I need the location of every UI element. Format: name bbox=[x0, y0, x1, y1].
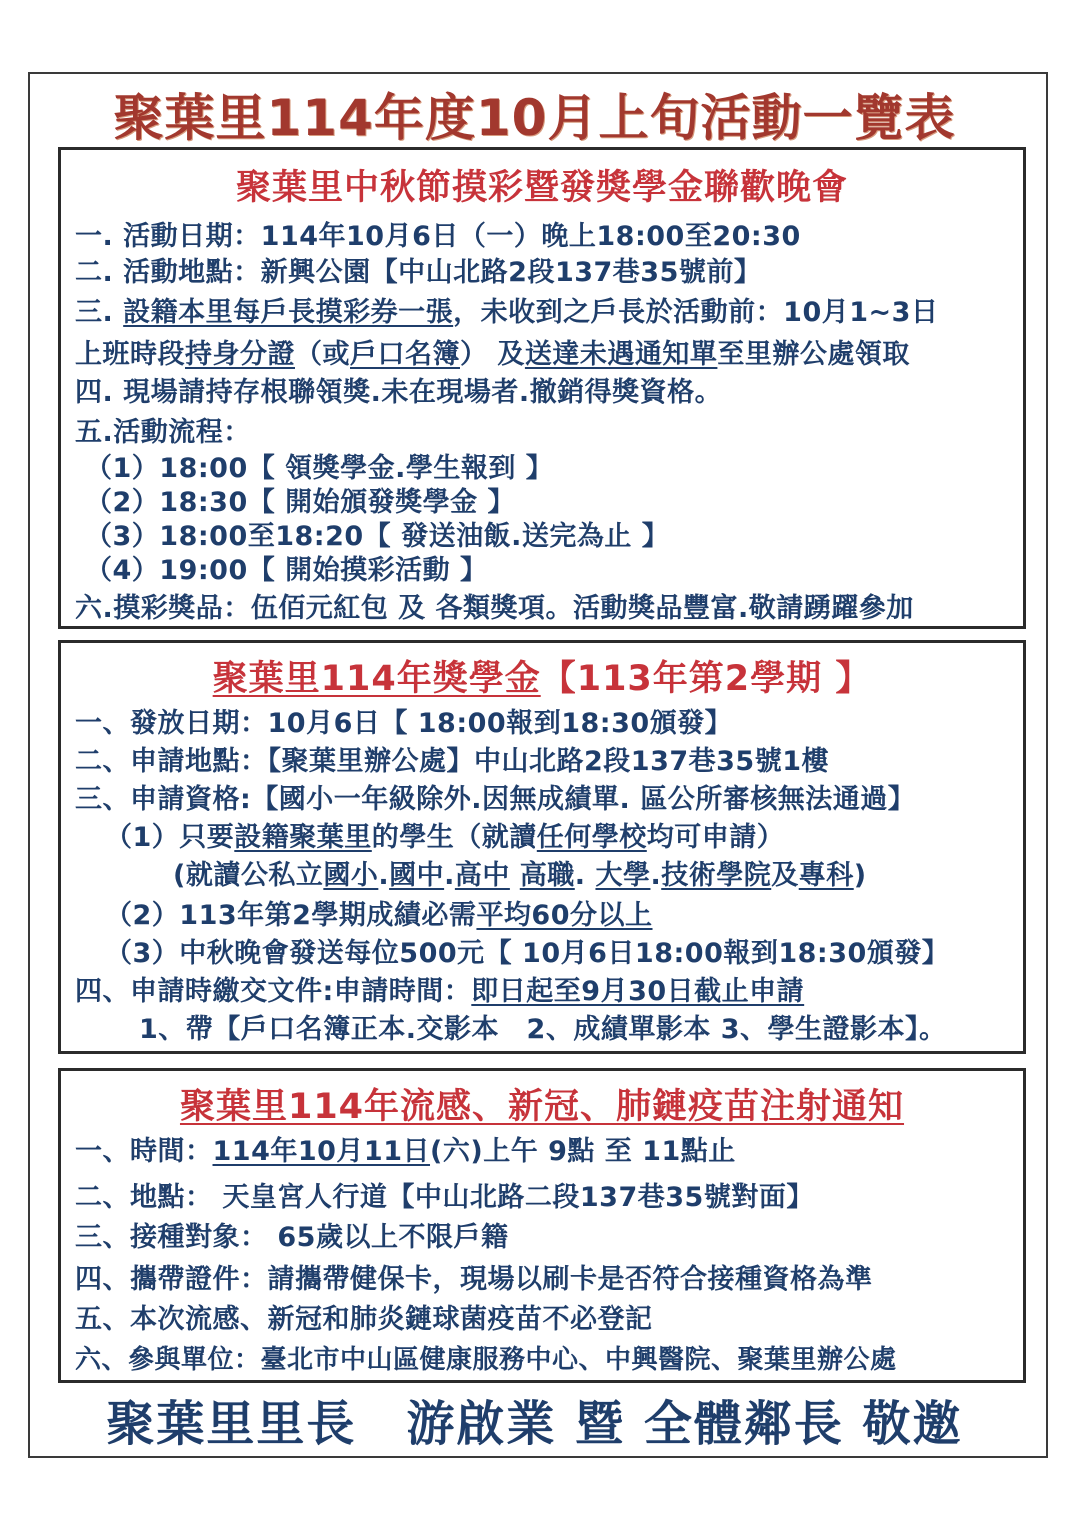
text-part: 四、申請時繳交文件:申請時間： bbox=[75, 976, 472, 1007]
text-underlined: 專科 bbox=[798, 860, 854, 891]
text-underlined: 設籍聚葉里 bbox=[234, 822, 372, 853]
text-part: 至里辦公處領取 bbox=[717, 339, 910, 370]
flow-item: （4）19:00【 開始摸彩活動 】 bbox=[85, 555, 488, 586]
event-place: 二. 活動地點：新興公園【中山北路2段137巷35號前】 bbox=[75, 257, 762, 288]
text-part: 及 bbox=[771, 860, 799, 891]
text-part: . bbox=[378, 860, 390, 891]
qualification-3: （3）中秋晚會發送每位500元【 10月6日18:00報到18:30頒發】 bbox=[105, 938, 950, 969]
text-part: (就讀公私立 bbox=[173, 860, 324, 891]
text-underlined: 平均60分以上 bbox=[476, 900, 653, 931]
text-underlined: 送達未遇通知單 bbox=[524, 339, 718, 370]
page-title: 聚葉里114年度10月上旬活動一覽表 bbox=[113, 89, 956, 147]
section-title-underlined: 聚葉里114年流感、新冠、肺鏈疫苗注射通知 bbox=[179, 1087, 905, 1127]
vaccine-id: 四、攜帶證件：請攜帶健保卡，現場以刷卡是否符合接種資格為準 bbox=[75, 1264, 873, 1295]
event-date: 一. 活動日期：114年10月6日（一）晚上18:00至20:30 bbox=[75, 221, 801, 252]
text-part: . bbox=[574, 860, 596, 891]
qualification-1 bbox=[105, 815, 784, 854]
text-underlined: 大學 bbox=[595, 860, 651, 891]
documents-list: 1、帶【戶口名簿正本.交影本 2、成績單影本 3、學生證影本】。 bbox=[139, 1014, 947, 1045]
text-underlined: 高中 bbox=[454, 860, 510, 891]
text-part bbox=[510, 860, 520, 891]
section-mid-autumn bbox=[58, 147, 1026, 629]
vaccine-time bbox=[75, 1129, 736, 1168]
text-underlined: 國中 bbox=[389, 860, 445, 891]
issue-date: 一、發放日期：10月6日【 18:00報到18:30頒發】 bbox=[75, 708, 733, 739]
text-underlined: 任何學校 bbox=[536, 822, 647, 853]
text-part: 均可申請） bbox=[646, 822, 785, 853]
section-title-underlined: 聚葉里114年獎學金 bbox=[212, 659, 541, 699]
text-underlined: 技術學院 bbox=[661, 860, 772, 891]
text-underlined: 高職 bbox=[519, 860, 575, 891]
vaccine-units: 六、參與單位：臺北市中山區健康服務中心、中興醫院、聚葉里辦公處 bbox=[75, 1345, 897, 1375]
text-underlined: 國小 bbox=[323, 860, 379, 891]
ticket-rest: ，未收到之戶長於活動前：10月1~3日 bbox=[453, 297, 939, 328]
flow-item: （1）18:00【 領獎學金.學生報到 】 bbox=[85, 453, 554, 484]
ticket-underlined: 設籍本里每戶長摸彩券一張 bbox=[123, 297, 454, 328]
section-title bbox=[61, 1079, 1023, 1129]
prize-info: 六.摸彩獎品：伍佰元紅包 及 各類獎項。活動獎品豐富.敬請踴躍參加 bbox=[75, 593, 914, 624]
invitation-footer: 聚葉里里長 游啟業 暨 全體鄰長 敬邀 bbox=[106, 1396, 963, 1452]
text-underlined: 114年10月11日 bbox=[212, 1136, 431, 1167]
text-part: 上班時段 bbox=[75, 339, 185, 370]
documents-title bbox=[75, 969, 804, 1008]
section-vaccine bbox=[58, 1068, 1026, 1383]
section-title-term: 【113年第2學期 】 bbox=[540, 659, 872, 699]
text-part: (六)上午 9點 至 11點止 bbox=[430, 1136, 736, 1167]
text-part: ) bbox=[853, 860, 867, 891]
text-underlined: 即日起至9月30日截止申請 bbox=[471, 976, 805, 1007]
apply-place: 二、申請地點：【聚葉里辦公處】中山北路2段137巷35號1樓 bbox=[75, 746, 830, 777]
text-part: （2）113年第2學期成績必需 bbox=[105, 900, 477, 931]
text-part: （或 bbox=[295, 339, 350, 370]
qualification-2 bbox=[105, 893, 653, 932]
flow-title: 五.活動流程： bbox=[75, 417, 251, 448]
text-part: （1）只要 bbox=[105, 822, 235, 853]
vaccine-note: 五、本次流感、新冠和肺炎鏈球菌疫苗不必登記 bbox=[75, 1304, 653, 1335]
text-part: 一、時間： bbox=[75, 1136, 213, 1167]
vaccine-target: 三、接種對象： 65歲以上不限戶籍 bbox=[75, 1222, 509, 1253]
claim-note: 四. 現場請持存根聯領獎.未在現場者.撤銷得獎資格。 bbox=[75, 377, 723, 408]
ticket-prefix: 三. bbox=[75, 297, 124, 328]
qualification-1-schools bbox=[173, 853, 867, 892]
ticket-info bbox=[75, 290, 938, 329]
section-title bbox=[61, 651, 1023, 701]
section-title: 聚葉里中秋節摸彩暨發獎學金聯歡晚會 bbox=[235, 168, 848, 208]
vaccine-place: 二、地點： 天皇宮人行道【中山北路二段137巷35號對面】 bbox=[75, 1182, 814, 1213]
text-part: . bbox=[650, 860, 662, 891]
apply-qualification: 三、申請資格:【國小一年級除外.因無成績單. 區公所審核無法通過】 bbox=[75, 784, 916, 815]
section-scholarship bbox=[58, 640, 1026, 1054]
ticket-info-2 bbox=[75, 332, 910, 371]
text-part: 的學生（就讀 bbox=[371, 822, 537, 853]
text-part: . bbox=[444, 860, 455, 891]
flow-item: （3）18:00至18:20【 發送油飯.送完為止 】 bbox=[85, 521, 670, 552]
text-underlined: 持身分證 bbox=[185, 339, 295, 370]
flow-item: （2）18:30【 開始頒發獎學金 】 bbox=[85, 487, 516, 518]
text-underlined: 戶口名簿 bbox=[350, 339, 460, 370]
text-part: ） 及 bbox=[460, 339, 525, 370]
